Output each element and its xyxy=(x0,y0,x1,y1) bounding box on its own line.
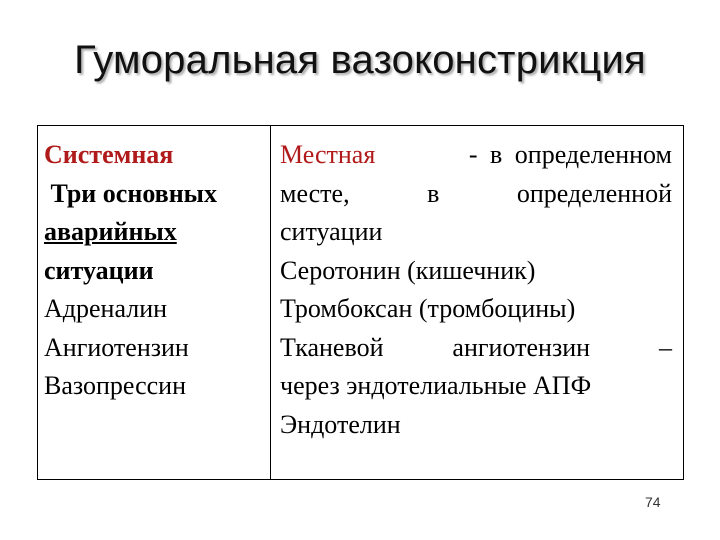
local-heading-line xyxy=(280,136,672,175)
local-line3: ситуации xyxy=(280,217,383,246)
column-divider xyxy=(270,126,271,479)
local-heading-rest: - в определенном xyxy=(468,140,672,169)
local-column xyxy=(280,136,672,444)
local-item: Серотонин (кишечник) xyxy=(280,255,536,285)
systemic-subtitle-line2: аварийных xyxy=(44,217,177,246)
systemic-item: Ангиотензин xyxy=(44,332,189,362)
local-line2: месте, в определенной xyxy=(280,178,672,208)
comparison-table xyxy=(37,125,684,480)
local-heading: Местная xyxy=(280,140,376,169)
systemic-item: Адреналин xyxy=(44,294,168,323)
systemic-subtitle-line1: Три основных xyxy=(44,178,217,208)
systemic-column xyxy=(44,136,264,406)
page-number: 74 xyxy=(645,494,661,510)
local-item: Эндотелин xyxy=(280,409,401,439)
local-item: Тромбоксан (тромбоцины) xyxy=(280,294,576,323)
slide-title: Гуморальная вазоконстрикция xyxy=(74,38,646,82)
systemic-heading: Системная xyxy=(44,140,174,169)
systemic-item: Вазопрессин xyxy=(44,371,187,400)
systemic-subtitle-line3: ситуации xyxy=(44,255,154,285)
local-item: Тканевой ангиотензин – xyxy=(280,332,672,362)
local-item: через эндотелиальные АПФ xyxy=(280,371,592,400)
